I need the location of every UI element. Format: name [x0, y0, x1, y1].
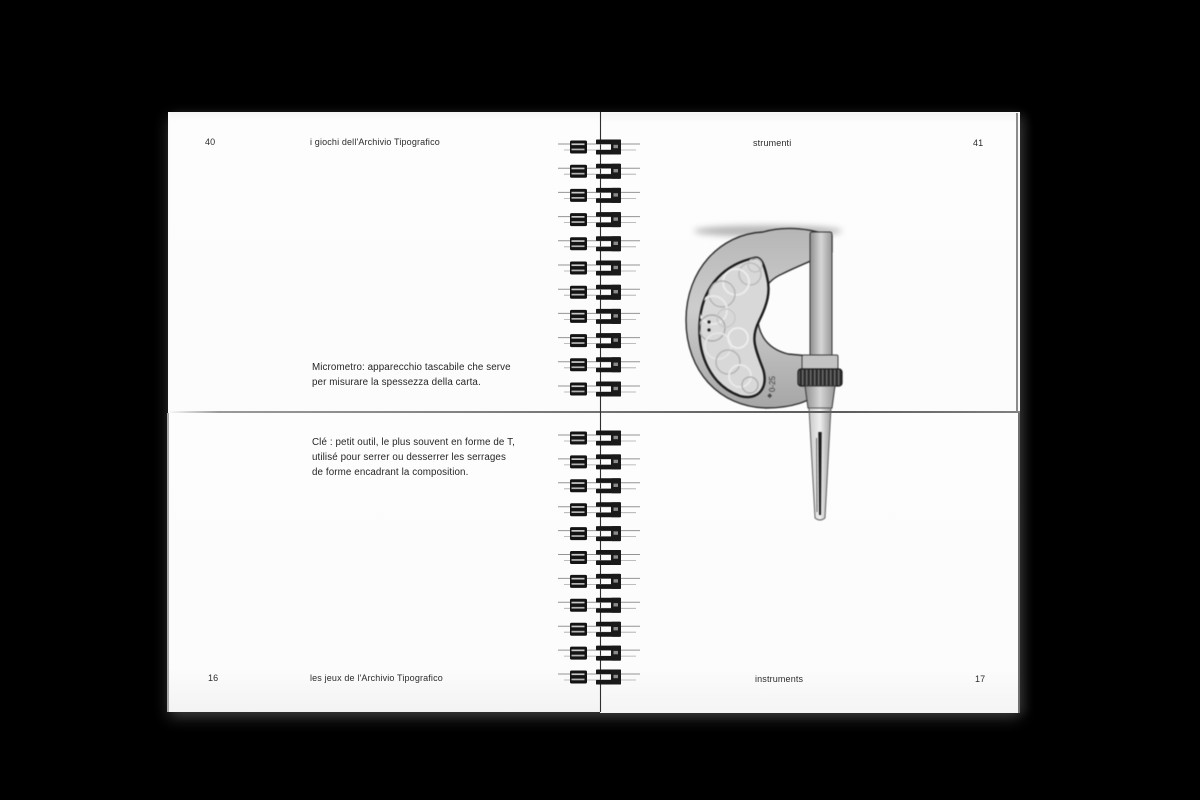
ratchet-block — [805, 386, 835, 408]
folio-17: 17 — [975, 674, 986, 684]
caption-micrometro-line2: per misurare la spessezza della carta. — [312, 377, 481, 388]
caption-micrometro-line1: Micrometro: apparecchio tascabile che serve — [312, 362, 511, 373]
caption-cle-line2: utilisé pour serrer ou desserrer les serrages — [312, 452, 506, 463]
binding-coils — [558, 140, 640, 685]
knurled-thimble — [798, 369, 842, 386]
running-footer-french: les jeux de l'Archivio Tipografico — [310, 673, 443, 683]
folio-16: 16 — [208, 673, 219, 683]
caption-cle-line1: Clé : petit outil, le plus souvent en forme de T, — [312, 437, 515, 448]
folio-40: 40 — [205, 137, 216, 147]
folio-41: 41 — [973, 138, 984, 148]
range-marking: 0-25 — [768, 375, 777, 392]
running-footer-instruments: instruments — [755, 674, 804, 684]
running-header-italian: i giochi dell'Archivio Tipografico — [310, 137, 440, 147]
caption-micrometro — [312, 360, 511, 390]
running-header-strumenti: strumenti — [753, 138, 792, 148]
caption-cle-line3: de forme encadrant la composition. — [312, 467, 469, 478]
caption-cle — [312, 435, 515, 480]
micrometer-photo — [668, 218, 868, 533]
micrometer-spindle — [810, 232, 832, 358]
spiral-binding — [540, 110, 660, 714]
micrometer-sleeve — [802, 355, 838, 369]
